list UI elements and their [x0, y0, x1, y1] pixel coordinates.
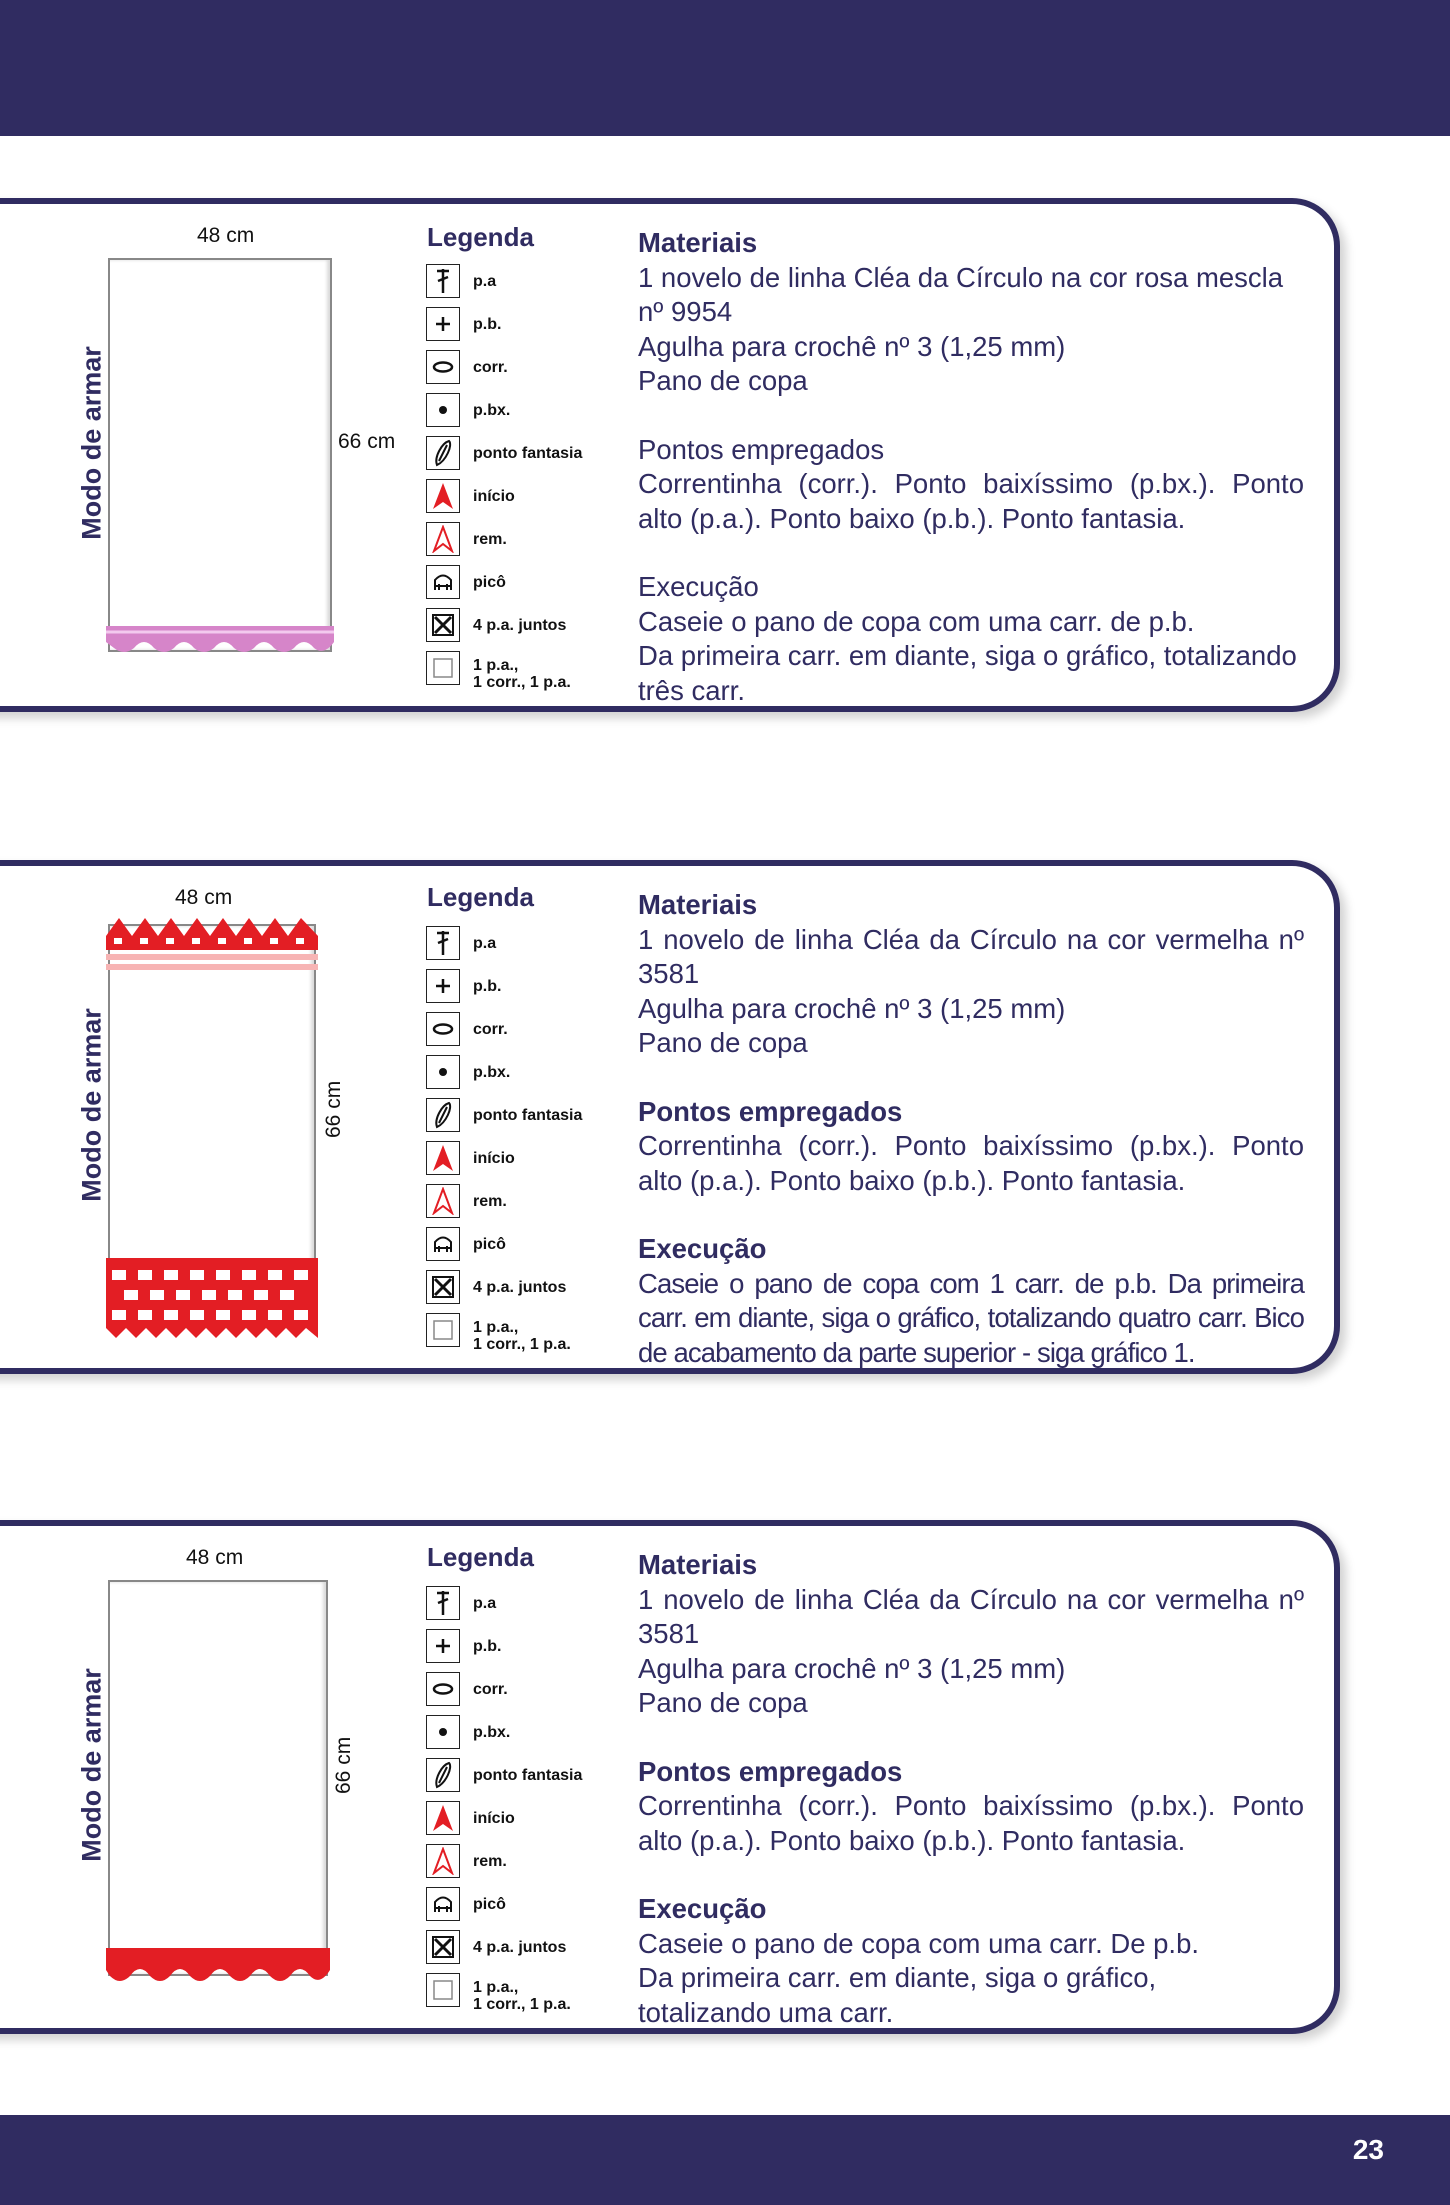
rem-icon [426, 1184, 460, 1218]
legend-label: corr. [473, 1021, 508, 1038]
width-dimension: 48 cm [175, 886, 233, 909]
towel-diagram [108, 258, 332, 652]
pb-icon [426, 1629, 460, 1663]
execution-line: Caseie o pano de copa com 1 carr. de p.b. Da primeira carr. em diante, siga o gráfico, totalizando quatro carr. Bico de acabamento da parte superior - siga gráfico 1. [638, 1267, 1304, 1368]
pink-crochet-edge [106, 626, 334, 660]
legend-label: 1 p.a., 1 corr., 1 p.a. [473, 657, 571, 691]
legend-label: início [473, 1150, 515, 1167]
stitches-title: Pontos empregados [638, 1755, 903, 1787]
stitches-title: Pontos empregados [638, 433, 885, 465]
materials-line: 1 novelo de linha Cléa da Círculo na cor vermelha nº 3581 [638, 923, 1304, 989]
4pa-juntos-icon [426, 608, 460, 642]
instructions [638, 1548, 1304, 2030]
pa-icon [426, 926, 460, 960]
legend-label: p.a [473, 273, 497, 290]
legend-title: Legenda [427, 1542, 534, 1572]
materials-line: Pano de copa [638, 1687, 808, 1718]
height-dimension: 66 cm [338, 430, 396, 453]
pattern-card-2: Modo de armar 48 cm 66 cm Legenda p.a p.b. corr. p.bx. ponto fantasia início rem. picô 4 p.a. juntos 1 p.a., 1 corr., 1 p.a. Materiais 1 novelo de linha Cléa da Círculo na cor vermelha nº 3581 Agulha para crochê nº 3 (1,25 mm) Pano de copa Pontos empregados Correntinha (corr.). Ponto baixíssimo (p.bx.). Ponto alto (p.a.). Ponto baixo (p.b.). Ponto fantasia. Execução Caseie o pano de copa com 1 carr. de p.b. Da primeira carr. em diante, siga o gráfico, totalizando quatro carr. Bico de acabamento da parte superior - siga gráfico 1. [0, 860, 1348, 1380]
rem-icon [426, 1844, 460, 1878]
towel-diagram [108, 924, 316, 1328]
legend-label: ponto fantasia [473, 445, 583, 462]
4pa-juntos-icon [426, 1270, 460, 1304]
legend-label: 4 p.a. juntos [473, 617, 567, 634]
stitches-text: Correntinha (corr.). Ponto baixíssimo (p.bx.). Ponto alto (p.a.). Ponto baixo (p.b.). Ponto fantasia. [638, 1130, 1304, 1196]
pb-icon [426, 307, 460, 341]
pb-icon [426, 969, 460, 1003]
legend-label: ponto fantasia [473, 1767, 583, 1784]
legend-label: picô [473, 574, 506, 591]
towel-diagram [108, 1580, 328, 1976]
execution-title: Execução [638, 571, 759, 602]
legend-label: p.b. [473, 316, 502, 333]
legend-list [426, 926, 626, 1356]
ponto-fantasia-icon [426, 436, 460, 470]
inicio-icon [426, 1801, 460, 1835]
legend-list [426, 264, 626, 694]
top-banner [0, 0, 1450, 136]
pattern-card-3: Modo de armar 48 cm 66 cm Legenda p.a p.b. corr. p.bx. ponto fantasia início rem. picô 4 p.a. juntos 1 p.a., 1 corr., 1 p.a. Materiais 1 novelo de linha Cléa da Círculo na cor vermelha nº 3581 Agulha para crochê nº 3 (1,25 mm) Pano de copa Pontos empregados Correntinha (corr.). Ponto baixíssimo (p.bx.). Ponto alto (p.a.). Ponto baixo (p.b.). Ponto fantasia. Execução Caseie o pano de copa com uma carr. De p.b. Da primeira carr. em diante, siga o gráfico, totalizando uma carr. [0, 1520, 1348, 2040]
materials-line: 1 novelo de linha Cléa da Círculo na cor rosa mescla nº 9954 [638, 261, 1284, 327]
pa-icon [426, 264, 460, 298]
execution-line: Da primeira carr. em diante, siga o gráfico, [638, 1962, 1157, 1993]
bottom-banner [0, 2115, 1450, 2205]
stitches-text: Correntinha (corr.). Ponto baixíssimo (p.bx.). Ponto alto (p.a.). Ponto baixo (p.b.). Ponto fantasia. [638, 1790, 1304, 1856]
pico-icon [426, 565, 460, 599]
legend-title: Legenda [427, 222, 534, 252]
materials-title: Materiais [638, 889, 758, 920]
red-top-border [106, 916, 318, 976]
ponto-fantasia-icon [426, 1758, 460, 1792]
pbx-icon [426, 393, 460, 427]
legend-label: p.bx. [473, 1724, 511, 1741]
width-dimension: 48 cm [197, 224, 255, 247]
materials-line: Pano de copa [638, 1027, 808, 1058]
execution-line: Caseie o pano de copa com uma carr. de p.b. [638, 605, 1195, 637]
instructions [638, 226, 1304, 708]
pico-icon [426, 1887, 460, 1921]
legend-label: p.b. [473, 1638, 502, 1655]
pa-icon [426, 1586, 460, 1620]
legend-label: 4 p.a. juntos [473, 1939, 567, 1956]
ponto-fantasia-icon [426, 1098, 460, 1132]
legend-label: 4 p.a. juntos [473, 1279, 567, 1296]
page-number: 23 [1352, 2134, 1384, 2165]
height-dimension: 66 cm [332, 1736, 355, 1794]
pbx-icon [426, 1055, 460, 1089]
execution-line: Da primeira carr. em diante, siga o gráfico, totalizando três carr. [638, 640, 1297, 706]
materials-line: Agulha para crochê nº 3 (1,25 mm) [638, 992, 1066, 1024]
legend-label: p.a [473, 935, 497, 952]
execution-line: Caseie o pano de copa com uma carr. De p.b. [638, 1927, 1200, 1959]
pattern-card-1: Modo de armar 48 cm 66 cm Legenda p.a p.b. corr. p.bx. ponto fantasia início rem. picô 4 p.a. juntos 1 p.a., 1 corr., 1 p.a. Materiais 1 novelo de linha Cléa da Círculo na cor rosa mescla nº 9954 Agulha para crochê nº 3 (1,25 mm) Pano de copa Pontos empregados Correntinha (corr.). Ponto baixíssimo (p.bx.). Ponto alto (p.a.). Ponto baixo (p.b.). Ponto fantasia. Execução Caseie o pano de copa com uma carr. de p.b. Da primeira carr. em diante, siga o gráfico, totalizando três carr. [0, 198, 1348, 718]
materials-line: Agulha para crochê nº 3 (1,25 mm) [638, 1652, 1066, 1684]
execution-title: Execução [638, 1893, 767, 1924]
stitches-title: Pontos empregados [638, 1095, 903, 1127]
legend-label: picô [473, 1236, 506, 1253]
legend-label: corr. [473, 359, 508, 376]
legend-label: rem. [473, 1853, 507, 1870]
materials-title: Materiais [638, 1549, 758, 1580]
pico-icon [426, 1227, 460, 1261]
execution-title: Execução [638, 1233, 767, 1264]
red-bottom-border [106, 1258, 318, 1338]
width-dimension: 48 cm [186, 1546, 244, 1569]
legend-list [426, 1586, 626, 2016]
legend-title: Legenda [427, 882, 534, 912]
legend-label: ponto fantasia [473, 1107, 583, 1124]
legend-label: p.bx. [473, 1064, 511, 1081]
legend-label: p.bx. [473, 402, 511, 419]
legend-label: p.a [473, 1595, 497, 1612]
materials-line: Agulha para crochê nº 3 (1,25 mm) [638, 330, 1066, 362]
1pa-1corr-1pa-icon [426, 1973, 460, 2007]
corr-icon [426, 350, 460, 384]
1pa-1corr-1pa-icon [426, 1313, 460, 1347]
legend-label: rem. [473, 531, 507, 548]
legend-label: 1 p.a., 1 corr., 1 p.a. [473, 1319, 571, 1353]
materials-title: Materiais [638, 227, 758, 258]
corr-icon [426, 1672, 460, 1706]
legend-label: picô [473, 1896, 506, 1913]
inicio-icon [426, 479, 460, 513]
execution-line: totalizando uma carr. [638, 1996, 894, 2028]
materials-line: Pano de copa [638, 365, 808, 396]
1pa-1corr-1pa-icon [426, 651, 460, 685]
legend-label: 1 p.a., 1 corr., 1 p.a. [473, 1979, 571, 2013]
legend-label: rem. [473, 1193, 507, 1210]
materials-line: 1 novelo de linha Cléa da Círculo na cor vermelha nº 3581 [638, 1583, 1304, 1649]
legend-label: p.b. [473, 978, 502, 995]
instructions [638, 888, 1304, 1370]
stitches-text: Correntinha (corr.). Ponto baixíssimo (p.bx.). Ponto alto (p.a.). Ponto baixo (p.b.). Ponto fantasia. [638, 468, 1304, 534]
pbx-icon [426, 1715, 460, 1749]
legend-label: corr. [473, 1681, 508, 1698]
inicio-icon [426, 1141, 460, 1175]
legend-label: início [473, 1810, 515, 1827]
rem-icon [426, 522, 460, 556]
corr-icon [426, 1012, 460, 1046]
height-dimension: 66 cm [322, 1080, 345, 1138]
legend-label: início [473, 488, 515, 505]
red-crochet-edge [106, 1948, 330, 1988]
4pa-juntos-icon [426, 1930, 460, 1964]
